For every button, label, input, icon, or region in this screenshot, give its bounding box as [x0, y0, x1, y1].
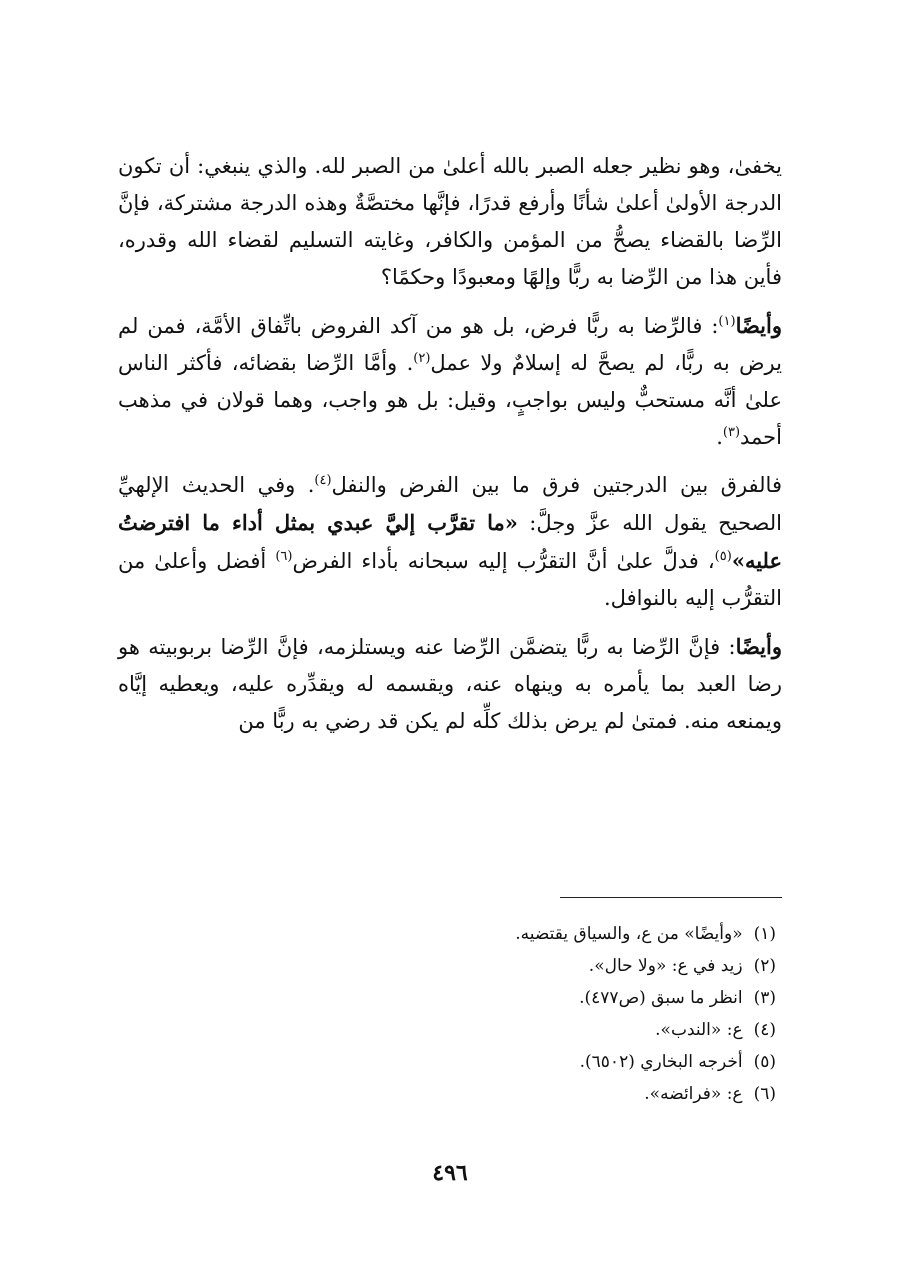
- footnote-item: [118, 982, 782, 1014]
- footnote-item: [118, 918, 782, 950]
- footnote-number: (٤): [753, 1020, 776, 1040]
- footnote-text: «وأيضًا» من ع، والسياق يقتضيه.: [515, 924, 743, 944]
- page-body: [118, 148, 782, 751]
- paragraph-3-text-a: فالفرق بين الدرجتين فرق ما بين الفرض والنفل: [331, 473, 782, 497]
- paragraph-4-text: : فإنَّ الرِّضا به ربًّا يتضمَّن الرِّضا عنه ويستلزمه، فإنَّ الرِّضا بربوبيته هو رضا العبد بما يأمره به وينهاه عنه، ويقسمه له ويقدِّره عليه، ويعطيه إيَّاه ويمنعه منه. فمتىٰ لم يرض بذلك كلِّه لم يكن قد رضي به ربًّا من: [118, 635, 782, 733]
- footnote-number: (٣): [753, 988, 776, 1008]
- footnotes-list: [118, 918, 782, 1110]
- footnote-ref-5: (٥): [714, 549, 732, 564]
- paragraph-2-lead: وأيضًا: [735, 313, 782, 338]
- footnote-text: انظر ما سبق (ص٤٧٧).: [579, 988, 743, 1008]
- footnote-text: زيد في ع: «ولا حال».: [588, 956, 743, 976]
- paragraph-1-text: يخفىٰ، وهو نظير جعله الصبر بالله أعلىٰ من الصبر لله. والذي ينبغي: أن تكون الدرجة الأولىٰ أعلىٰ شأنًا وأرفع قدرًا، فإنَّها مختصَّةٌ وهذه الدرجة مشتركة، فإنَّ الرِّضا بالقضاء يصحُّ من المؤمن والكافر، وغايته التسليم لقضاء الله وقدره، فأين هذا من الرِّضا به ربًّا وإلهًا ومعبودًا وحكمًا؟: [118, 154, 782, 289]
- footnote-number: (٢): [753, 956, 776, 976]
- footnote-number: (٦): [753, 1084, 776, 1104]
- footnote-ref-1: (١): [718, 314, 736, 329]
- paragraph-3-text-c: ، فدلَّ علىٰ أنَّ التقرُّب إليه سبحانه بأداء الفرض: [292, 549, 715, 573]
- footnote-ref-3: (٣): [722, 425, 741, 440]
- paragraph-3-text-b: . وفي الحديث الإلهيِّ الصحيح يقول الله عزَّ وجلَّ:: [118, 473, 782, 535]
- footnote-item: [118, 1014, 782, 1046]
- footnote-ref-6: (٦): [275, 549, 293, 564]
- footnote-separator: [560, 897, 782, 898]
- footnote-item: [118, 1078, 782, 1110]
- footnote-item: [118, 1046, 782, 1078]
- footnote-text: أخرجه البخاري (٦٥٠٢).: [579, 1052, 743, 1072]
- footnote-text: ع: «فرائضه».: [644, 1084, 743, 1104]
- paragraph-2-text-c: .: [716, 425, 723, 449]
- footnote-number: (١): [753, 924, 776, 944]
- footnote-ref-4: (٤): [314, 473, 332, 488]
- footnote-item: [118, 950, 782, 982]
- paragraph-4: [118, 628, 782, 740]
- hadith-quote: «ما تقرَّب إليَّ عبدي بمثل أداء ما افترضتُ عليه»: [118, 510, 783, 573]
- paragraph-3-text-d: أفضل وأعلىٰ من التقرُّب إليه بالنوافل.: [118, 549, 782, 610]
- page-number: ٤٩٦: [432, 1160, 468, 1186]
- paragraph-2-text-a: : فالرِّضا به ربًّا فرض، بل هو من آكد الفروض باتِّفاق الأمَّة، فمن لم يرض به ربًّا، لم يصحَّ له إسلامٌ ولا عمل: [118, 314, 782, 375]
- paragraph-2-text-b: . وأمَّا الرِّضا بقضائه، فأكثر الناس علىٰ أنَّه مستحبٌّ وليس بواجبٍ، وقيل: بل هو واجب، وهما قولان في مذهب أحمد: [118, 351, 782, 449]
- paragraph-3: [118, 467, 782, 617]
- paragraph-2: [118, 307, 782, 456]
- footnote-ref-2: (٢): [413, 351, 431, 366]
- footnote-number: (٥): [753, 1052, 776, 1072]
- paragraph-1: [118, 148, 782, 296]
- footnote-text: ع: «الندب».: [655, 1020, 743, 1040]
- paragraph-4-lead: وأيضًا: [735, 634, 782, 659]
